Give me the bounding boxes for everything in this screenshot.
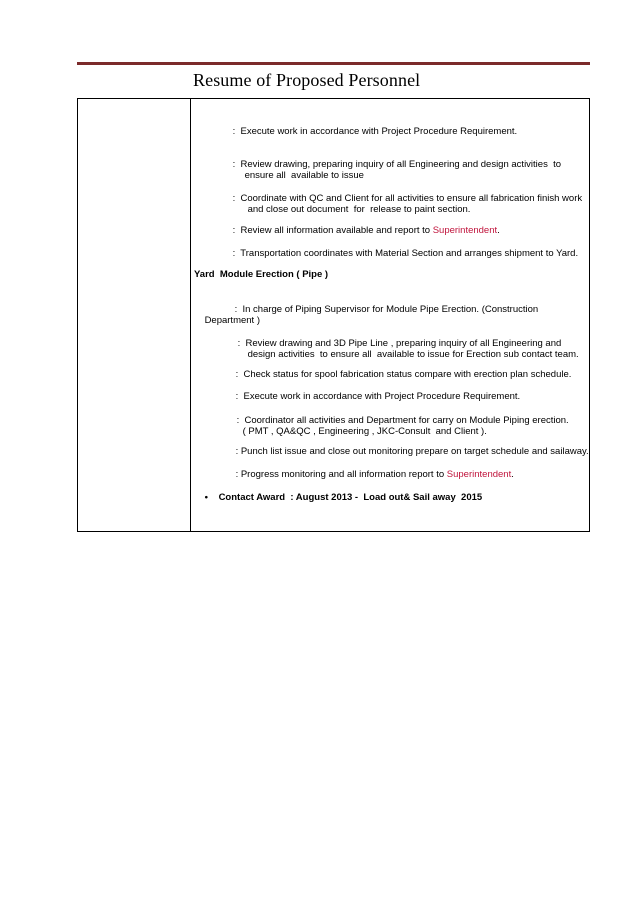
highlight-superintendent: Superintendent bbox=[446, 469, 512, 480]
item-text: Department ) bbox=[204, 315, 260, 326]
item-text: : Review drawing, preparing inquiry of all Engineering and design activities to bbox=[232, 159, 562, 170]
header-rule bbox=[77, 62, 590, 65]
section-heading: Yard Module Erection ( Pipe ) bbox=[194, 269, 329, 280]
item-text: ( PMT , QA&QC , Engineering , JKC-Consult and Client ). bbox=[242, 426, 487, 437]
item-text: : Coordinator all activities and Department for carry on Module Piping erection. bbox=[236, 415, 569, 426]
item-text: design activities to ensure all available to issue for Erection sub contact team. bbox=[247, 349, 579, 360]
page-title: Resume of Proposed Personnel bbox=[193, 70, 421, 90]
item-text: : Progress monitoring and all information report to bbox=[235, 469, 447, 480]
award-text: Contact Award : August 2013 - Load out& Sail away 2015 bbox=[218, 492, 483, 503]
item-text: : Transportation coordinates with Material Section and arranges shipment to Yard. bbox=[232, 248, 579, 259]
list-item bbox=[222, 114, 517, 150]
item-text: : Punch list issue and close out monitoring prepare on target schedule and sailaway. bbox=[235, 446, 589, 457]
award-bullet-item bbox=[194, 480, 482, 516]
item-text: : Execute work in accordance with Project Procedure Requirement. bbox=[235, 391, 521, 402]
item-text: and close out document for release to paint section. bbox=[247, 204, 471, 215]
item-text: . bbox=[511, 469, 514, 480]
item-text: : Review drawing and 3D Pipe Line , preparing inquiry of all Engineering and bbox=[237, 338, 562, 349]
bullet-icon: • bbox=[204, 492, 208, 503]
item-text: : Execute work in accordance with Project Procedure Requirement. bbox=[232, 126, 518, 137]
item-text: : Review all information available and report to bbox=[232, 225, 433, 236]
list-item bbox=[224, 292, 538, 328]
item-text: ensure all available to issue bbox=[244, 170, 364, 181]
list-item bbox=[222, 236, 578, 272]
item-text: : Check status for spool fabrication status compare with erection plan schedule. bbox=[235, 369, 572, 380]
item-text: . bbox=[497, 225, 500, 236]
table-column-divider bbox=[190, 99, 191, 531]
highlight-superintendent: Superintendent bbox=[432, 225, 498, 236]
item-text: : In charge of Piping Supervisor for Module Pipe Erection. (Construction bbox=[234, 304, 539, 315]
item-text: : Coordinate with QC and Client for all activities to ensure all fabrication finish work bbox=[232, 193, 583, 204]
